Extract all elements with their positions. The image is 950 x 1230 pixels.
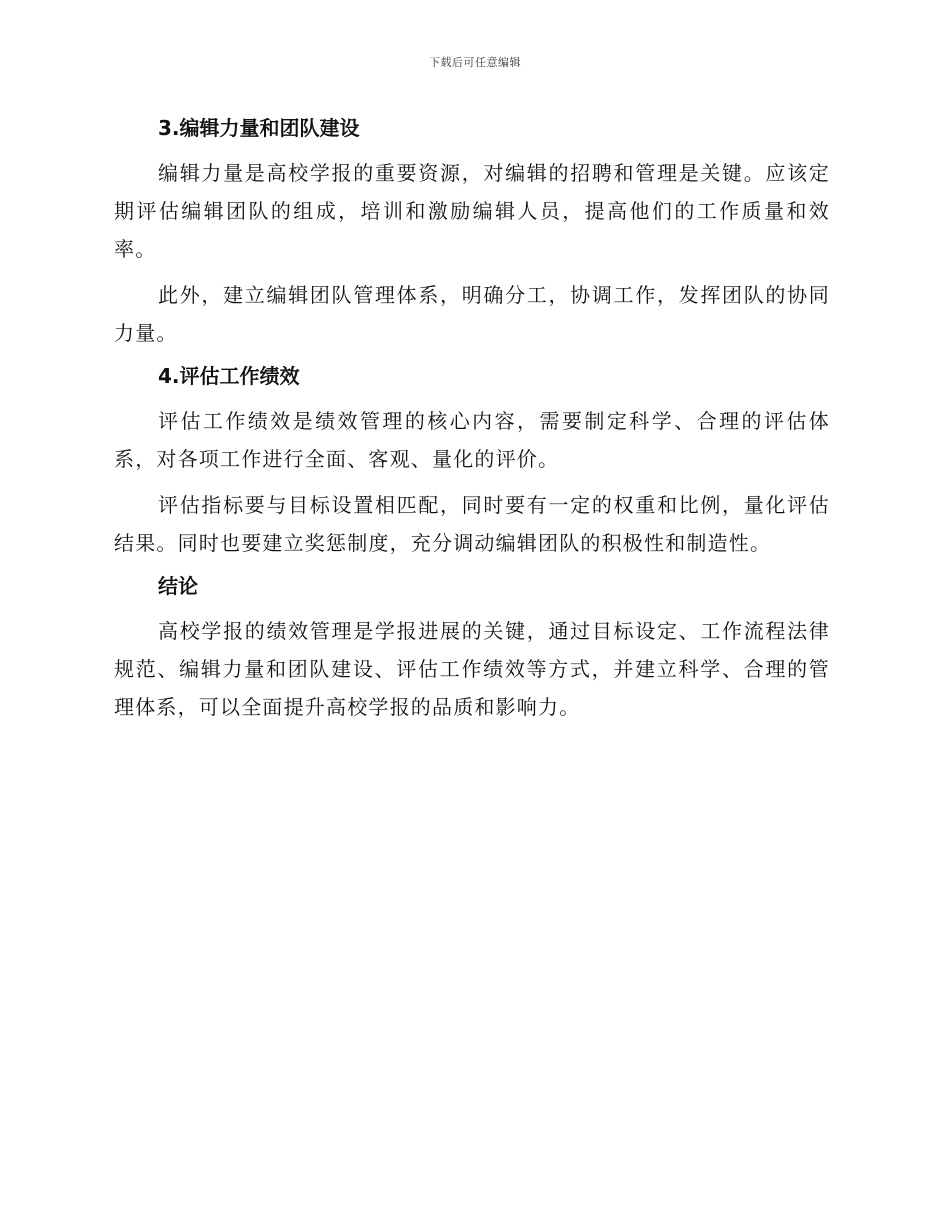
section-heading: 结论 <box>158 574 198 598</box>
section-heading: 3.编辑力量和团队建设 <box>158 116 360 140</box>
section-heading: 4.评估工作绩效 <box>158 364 300 388</box>
page-header: 下载后可任意编辑 <box>429 56 521 69</box>
section-editorial-team <box>114 112 830 352</box>
section-performance-evaluation <box>114 360 830 562</box>
paragraph: 评估指标要与目标设置相匹配，同时要有一定的权重和比例，量化评估结果。同时也要建立奖惩制度，充分调动编辑团队的积极性和制造性。 <box>114 493 830 555</box>
document-body <box>114 112 830 734</box>
section-conclusion <box>114 570 830 726</box>
paragraph: 高校学报的绩效管理是学报进展的关键，通过目标设定、工作流程法律规范、编辑力量和团队建设、评估工作绩效等方式，并建立科学、合理的管理体系，可以全面提升高校学报的品质和影响力。 <box>114 619 830 719</box>
paragraph: 编辑力量是高校学报的重要资源，对编辑的招聘和管理是关键。应该定期评估编辑团队的组成，培训和激励编辑人员，提高他们的工作质量和效率。 <box>114 161 830 261</box>
paragraph: 此外，建立编辑团队管理体系，明确分工，协调工作，发挥团队的协同力量。 <box>114 283 830 345</box>
paragraph: 评估工作绩效是绩效管理的核心内容，需要制定科学、合理的评估体系，对各项工作进行全面、客观、量化的评价。 <box>114 409 830 471</box>
